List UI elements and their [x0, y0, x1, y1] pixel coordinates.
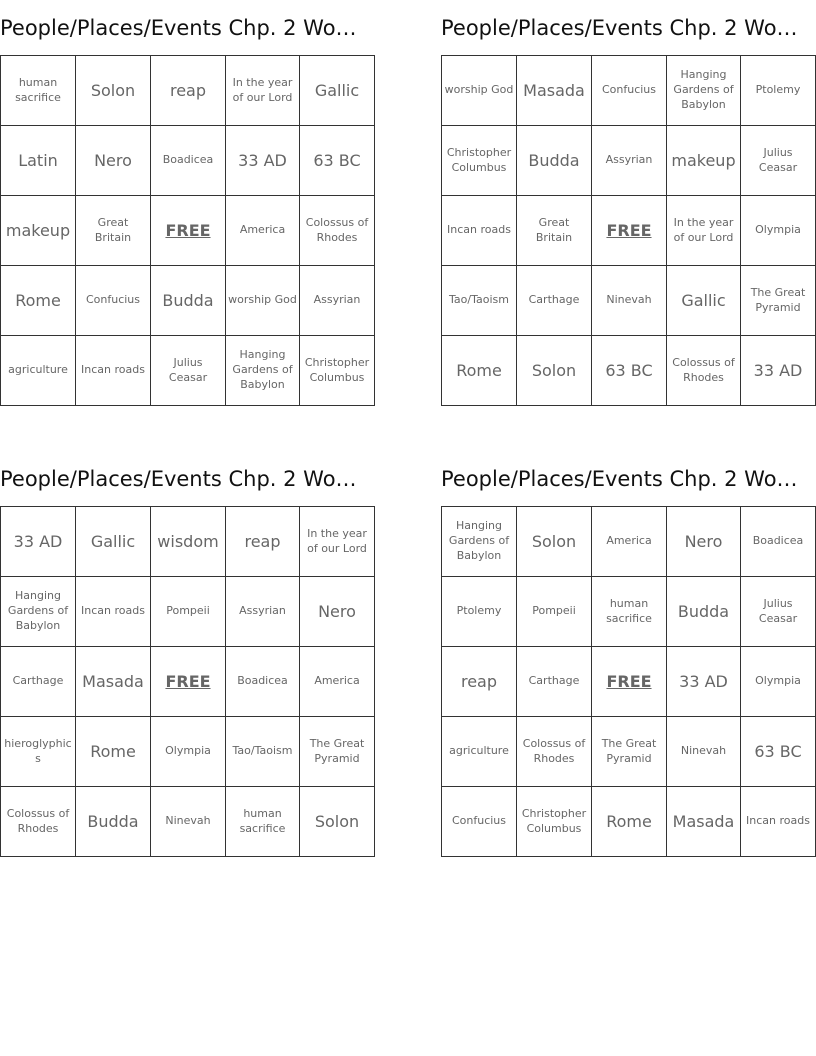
bingo-cell: human sacrifice	[1, 56, 76, 126]
bingo-cell: Rome	[76, 717, 151, 787]
bingo-cell: Julius Ceasar	[741, 577, 816, 647]
bingo-cell: The Great Pyramid	[741, 266, 816, 336]
bingo-cell: Nero	[76, 126, 151, 196]
bingo-card-1	[0, 0, 375, 406]
bingo-card-2	[441, 0, 816, 406]
bingo-cell: Budda	[76, 787, 151, 857]
card-title: People/Places/Events Chp. 2 Wo…	[0, 467, 357, 491]
bingo-cell: Carthage	[1, 647, 76, 717]
bingo-cell: 63 BC	[592, 336, 667, 406]
bingo-cell: Boadicea	[226, 647, 300, 717]
bingo-cell: Carthage	[517, 647, 592, 717]
bingo-cell: worship God	[442, 56, 517, 126]
bingo-cell: Great Britain	[76, 196, 151, 266]
bingo-cell: Budda	[517, 126, 592, 196]
bingo-cell: Masada	[517, 56, 592, 126]
free-space: FREE	[592, 196, 667, 266]
bingo-cell: Latin	[1, 126, 76, 196]
bingo-cell: makeup	[667, 126, 741, 196]
bingo-cell: Budda	[667, 577, 741, 647]
bingo-cell: Ninevah	[592, 266, 667, 336]
bingo-cell: Pompeii	[151, 577, 226, 647]
bingo-cell: makeup	[1, 196, 76, 266]
bingo-grid	[441, 506, 816, 857]
bingo-cell: reap	[151, 56, 226, 126]
free-space: FREE	[151, 647, 226, 717]
bingo-cell: Boadicea	[151, 126, 226, 196]
bingo-cell: Solon	[517, 336, 592, 406]
bingo-cell: Christopher Columbus	[442, 126, 517, 196]
bingo-cell: 33 AD	[226, 126, 300, 196]
bingo-cell: human sacrifice	[592, 577, 667, 647]
bingo-cell: Hanging Gardens of Babylon	[442, 507, 517, 577]
bingo-cell: Confucius	[592, 56, 667, 126]
bingo-cell: Incan roads	[76, 577, 151, 647]
bingo-cell: Rome	[442, 336, 517, 406]
card-title: People/Places/Events Chp. 2 Wo…	[0, 16, 357, 40]
bingo-cell: America	[592, 507, 667, 577]
bingo-cell: agriculture	[1, 336, 76, 406]
bingo-cell: 33 AD	[1, 507, 76, 577]
bingo-cell: Christopher Columbus	[517, 787, 592, 857]
bingo-cell: Pompeii	[517, 577, 592, 647]
bingo-cell: Boadicea	[741, 507, 816, 577]
bingo-cell: Solon	[300, 787, 375, 857]
bingo-cell: Ptolemy	[741, 56, 816, 126]
bingo-cell: Colossus of Rhodes	[1, 787, 76, 857]
bingo-card-4	[441, 451, 816, 857]
bingo-cell: Rome	[592, 787, 667, 857]
bingo-cell: Julius Ceasar	[741, 126, 816, 196]
bingo-cell: Tao/Taoism	[226, 717, 300, 787]
bingo-cell: Colossus of Rhodes	[517, 717, 592, 787]
bingo-cell: Olympia	[741, 647, 816, 717]
bingo-cell: In the year of our Lord	[667, 196, 741, 266]
bingo-cell: 33 AD	[667, 647, 741, 717]
bingo-card-3	[0, 451, 375, 857]
bingo-cell: reap	[226, 507, 300, 577]
bingo-cell: Assyrian	[226, 577, 300, 647]
bingo-cell: 63 BC	[300, 126, 375, 196]
bingo-cell: worship God	[226, 266, 300, 336]
bingo-cell: Solon	[517, 507, 592, 577]
card-title: People/Places/Events Chp. 2 Wo…	[441, 467, 798, 491]
bingo-cell: 33 AD	[741, 336, 816, 406]
bingo-cell: 63 BC	[741, 717, 816, 787]
free-space: FREE	[151, 196, 226, 266]
bingo-cell: America	[226, 196, 300, 266]
bingo-grid	[0, 506, 375, 857]
bingo-cell: Ninevah	[151, 787, 226, 857]
bingo-cell: Rome	[1, 266, 76, 336]
bingo-cell: Gallic	[667, 266, 741, 336]
bingo-cell: Confucius	[442, 787, 517, 857]
bingo-cell: wisdom	[151, 507, 226, 577]
free-space: FREE	[592, 647, 667, 717]
bingo-grid	[0, 55, 375, 406]
bingo-cell: Ninevah	[667, 717, 741, 787]
bingo-cell: Hanging Gardens of Babylon	[226, 336, 300, 406]
bingo-cell: Colossus of Rhodes	[667, 336, 741, 406]
bingo-cell: Incan roads	[741, 787, 816, 857]
bingo-cell: human sacrifice	[226, 787, 300, 857]
bingo-cell: Nero	[667, 507, 741, 577]
bingo-cell: Carthage	[517, 266, 592, 336]
bingo-cell: Incan roads	[442, 196, 517, 266]
card-title: People/Places/Events Chp. 2 Wo…	[441, 16, 798, 40]
bingo-cell: reap	[442, 647, 517, 717]
bingo-cell: Confucius	[76, 266, 151, 336]
bingo-cell: Masada	[76, 647, 151, 717]
bingo-cell: Hanging Gardens of Babylon	[1, 577, 76, 647]
bingo-cell: Budda	[151, 266, 226, 336]
bingo-cell: Colossus of Rhodes	[300, 196, 375, 266]
bingo-cell: America	[300, 647, 375, 717]
bingo-cell: agriculture	[442, 717, 517, 787]
bingo-cell: In the year of our Lord	[226, 56, 300, 126]
bingo-grid	[441, 55, 816, 406]
bingo-cell: Masada	[667, 787, 741, 857]
bingo-cell: Hanging Gardens of Babylon	[667, 56, 741, 126]
bingo-cell: In the year of our Lord	[300, 507, 375, 577]
bingo-cell: Olympia	[741, 196, 816, 266]
bingo-cell: Assyrian	[592, 126, 667, 196]
bingo-cell: Nero	[300, 577, 375, 647]
bingo-cell: The Great Pyramid	[592, 717, 667, 787]
bingo-cell: Tao/Taoism	[442, 266, 517, 336]
bingo-cell: Ptolemy	[442, 577, 517, 647]
bingo-cell: Solon	[76, 56, 151, 126]
bingo-cell: Assyrian	[300, 266, 375, 336]
bingo-cell: Julius Ceasar	[151, 336, 226, 406]
bingo-cell: Gallic	[300, 56, 375, 126]
bingo-cell: Olympia	[151, 717, 226, 787]
bingo-cell: The Great Pyramid	[300, 717, 375, 787]
bingo-cell: Incan roads	[76, 336, 151, 406]
bingo-cell: hieroglyphics	[1, 717, 76, 787]
bingo-cell: Christopher Columbus	[300, 336, 375, 406]
bingo-cell: Great Britain	[517, 196, 592, 266]
bingo-cell: Gallic	[76, 507, 151, 577]
